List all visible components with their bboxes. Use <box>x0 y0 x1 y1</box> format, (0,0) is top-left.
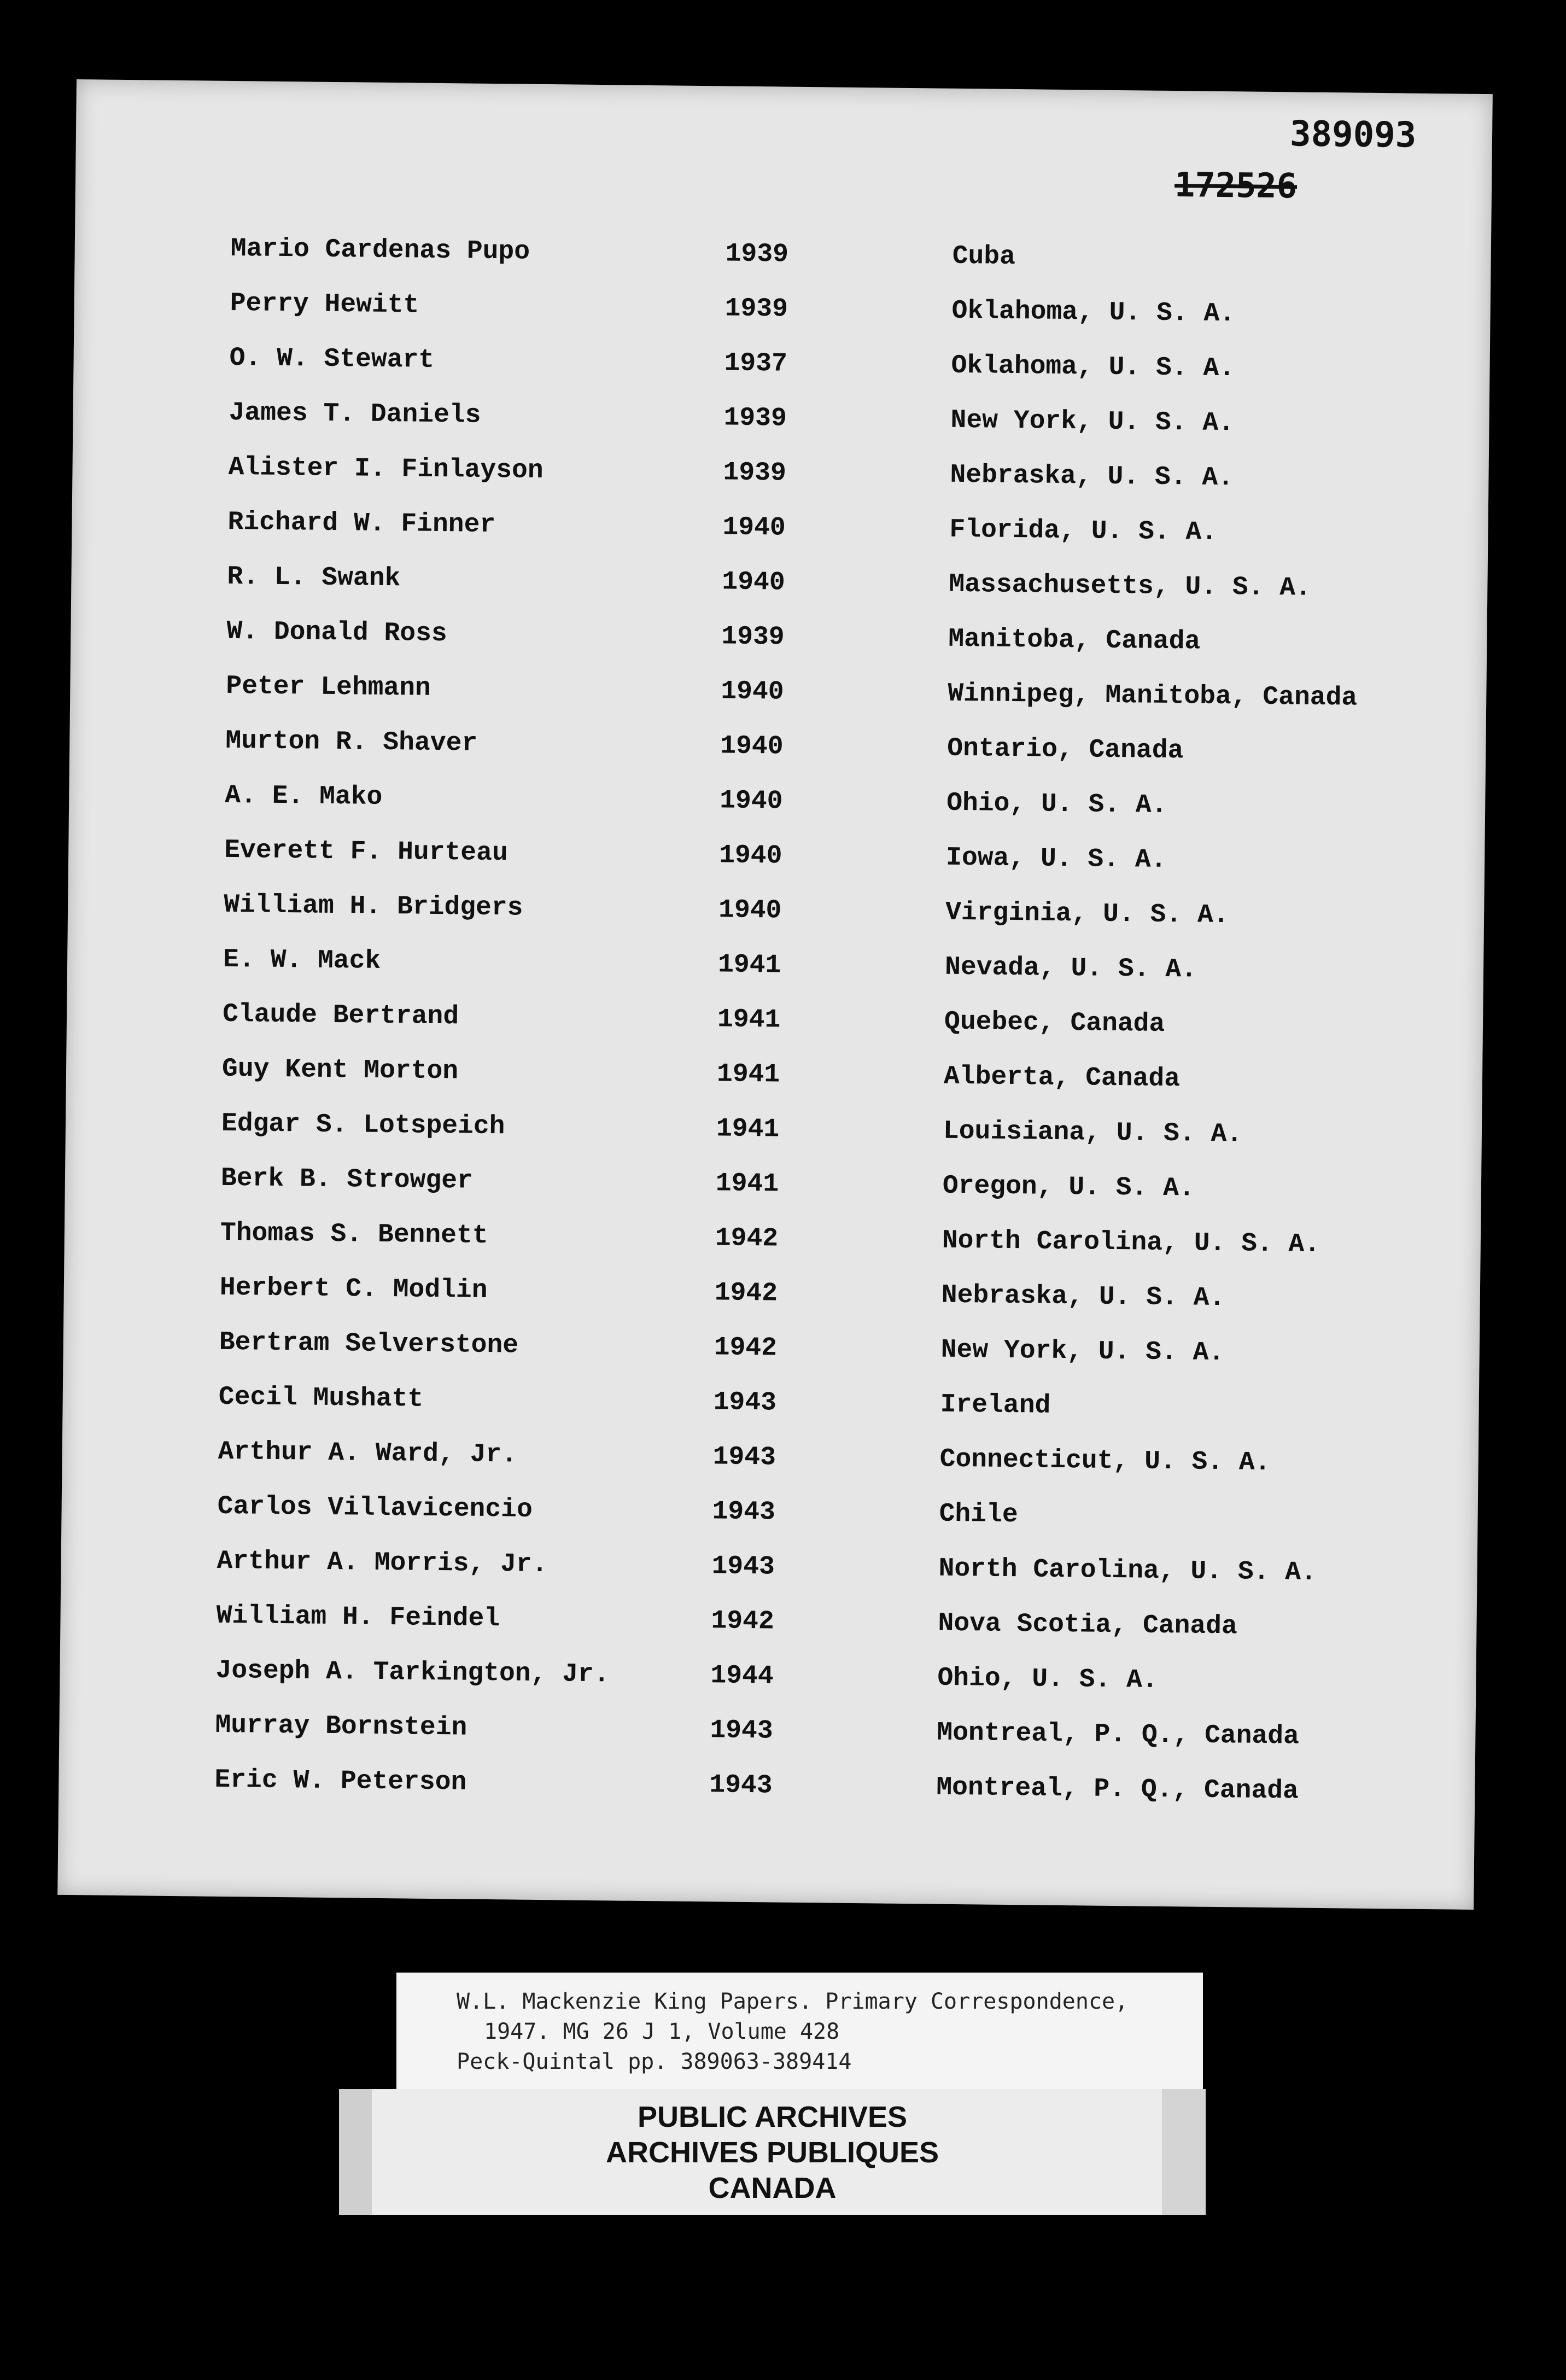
record-place: Nova Scotia, Canada <box>938 1608 1238 1642</box>
record-place: Florida, U. S. A. <box>949 515 1218 547</box>
record-place: Alberta, Canada <box>943 1061 1181 1094</box>
record-place: Chile <box>939 1499 1018 1530</box>
record-place: Manitoba, Canada <box>948 624 1201 657</box>
record-year: 1943 <box>712 1442 776 1473</box>
record-name: Herbert C. Modlin <box>219 1273 488 1305</box>
record-place: North Carolina, U. S. A. <box>938 1554 1317 1588</box>
records-list <box>214 234 1434 1833</box>
archive-label <box>396 1973 1203 2090</box>
archives-stamp <box>339 2089 1206 2215</box>
record-year: 1940 <box>720 731 784 762</box>
record-year: 1942 <box>715 1223 779 1254</box>
record-name: O. W. Stewart <box>229 343 435 375</box>
record-year: 1940 <box>721 676 784 707</box>
record-place: Cuba <box>952 241 1016 272</box>
record-place: Ireland <box>940 1390 1051 1421</box>
record-name: Berk B. Strowger <box>220 1163 474 1196</box>
record-place: New York, U. S. A. <box>940 1335 1225 1368</box>
record-name: Peter Lehmann <box>226 671 431 703</box>
record-name: E. W. Mack <box>223 944 381 976</box>
record-name: A. E. Mako <box>225 780 383 812</box>
record-place: Oklahoma, U. S. A. <box>951 351 1235 384</box>
document-page <box>57 79 1493 1910</box>
record-year: 1942 <box>711 1606 775 1637</box>
record-name: Joseph A. Tarkington, Jr. <box>215 1655 610 1690</box>
record-name: Edgar S. Lotspeich <box>221 1109 505 1142</box>
record-year: 1940 <box>718 895 782 926</box>
label-line-1: W.L. Mackenzie King Papers. Primary Correspondence, <box>457 1989 1129 2014</box>
record-place: North Carolina, U. S. A. <box>942 1226 1320 1259</box>
record-place: Winnipeg, Manitoba, Canada <box>948 679 1358 713</box>
record-year: 1941 <box>717 1005 781 1035</box>
record-name: Eric W. Peterson <box>214 1765 467 1798</box>
record-place: Virginia, U. S. A. <box>945 897 1229 931</box>
record-name: Mario Cardenas Pupo <box>230 234 530 267</box>
label-line-2: 1947. MG 26 J 1, Volume 428 <box>484 2019 840 2044</box>
record-year: 1943 <box>713 1387 777 1418</box>
record-name: Carlos Villavicencio <box>217 1491 533 1525</box>
record-name: William H. Feindel <box>216 1601 500 1634</box>
record-place: Louisiana, U. S. A. <box>943 1116 1243 1150</box>
record-name: Murray Bornstein <box>215 1710 468 1743</box>
record-year: 1939 <box>724 294 788 324</box>
record-name: W. Donald Ross <box>226 616 447 649</box>
record-year: 1941 <box>716 1114 780 1145</box>
record-year: 1939 <box>721 622 785 652</box>
record-name: Thomas S. Bennett <box>220 1218 488 1251</box>
stamp-line-2: ARCHIVES PUBLIQUES <box>605 2136 939 2169</box>
record-place: Oklahoma, U. S. A. <box>951 296 1236 329</box>
record-year: 1944 <box>710 1661 774 1691</box>
stamp-line-3: CANADA <box>708 2172 837 2204</box>
record-year: 1940 <box>722 567 785 598</box>
old-page-number: 172526 <box>1174 165 1298 206</box>
record-year: 1937 <box>724 348 788 379</box>
record-year: 1941 <box>715 1169 779 1199</box>
record-place: Nevada, U. S. A. <box>944 952 1197 985</box>
record-name: Richard W. Finner <box>227 507 496 540</box>
record-place: Oregon, U. S. A. <box>942 1171 1195 1204</box>
record-year: 1939 <box>723 403 787 434</box>
record-year: 1940 <box>719 786 783 816</box>
record-year: 1943 <box>711 1551 775 1582</box>
record-year: 1942 <box>714 1333 778 1363</box>
record-year: 1942 <box>714 1278 778 1309</box>
record-place: Iowa, U. S. A. <box>945 843 1167 875</box>
record-name: Arthur A. Ward, Jr. <box>218 1437 518 1470</box>
record-year: 1943 <box>710 1716 773 1746</box>
record-place: Montreal, P. Q., Canada <box>937 1718 1300 1752</box>
record-place: Nebraska, U. S. A. <box>950 460 1234 493</box>
record-name: Arthur A. Morris, Jr. <box>217 1546 548 1580</box>
record-year: 1941 <box>717 950 781 981</box>
record-name: Perry Hewitt <box>230 288 419 320</box>
record-name: Cecil Mushatt <box>218 1382 424 1414</box>
record-name: Murton R. Shaver <box>225 726 478 759</box>
record-year: 1941 <box>716 1059 780 1090</box>
record-name: Alister I. Finlayson <box>228 452 544 486</box>
record-place: Montreal, P. Q., Canada <box>936 1772 1299 1806</box>
record-year: 1939 <box>723 458 787 488</box>
record-name: R. L. Swank <box>227 562 401 594</box>
record-place: Ontario, Canada <box>946 733 1184 766</box>
record-name: Claude Bertrand <box>222 999 459 1032</box>
record-place: Ohio, U. S. A. <box>937 1663 1158 1695</box>
record-place: Connecticut, U. S. A. <box>939 1444 1271 1478</box>
record-year: 1943 <box>712 1497 776 1527</box>
record-name: Guy Kent Morton <box>221 1054 459 1087</box>
record-name: Everett F. Hurteau <box>224 835 508 868</box>
record-year: 1940 <box>722 512 786 543</box>
record-name: James T. Daniels <box>229 398 481 430</box>
record-name: William H. Bridgers <box>223 890 523 923</box>
record-name: Bertram Selverstone <box>219 1327 519 1361</box>
record-year: 1939 <box>725 239 789 270</box>
stamp-line-1: PUBLIC ARCHIVES <box>637 2101 908 2133</box>
record-year: 1943 <box>709 1770 773 1801</box>
page-number: 389093 <box>1289 114 1417 156</box>
record-place: Ohio, U. S. A. <box>946 788 1167 820</box>
record-place: Nebraska, U. S. A. <box>941 1280 1225 1314</box>
record-year: 1940 <box>718 841 782 871</box>
record-place: Massachusetts, U. S. A. <box>949 569 1312 603</box>
record-place: New York, U. S. A. <box>950 405 1235 439</box>
label-line-3: Peck-Quintal pp. 389063-389414 <box>457 2049 852 2074</box>
record-place: Quebec, Canada <box>944 1007 1165 1039</box>
